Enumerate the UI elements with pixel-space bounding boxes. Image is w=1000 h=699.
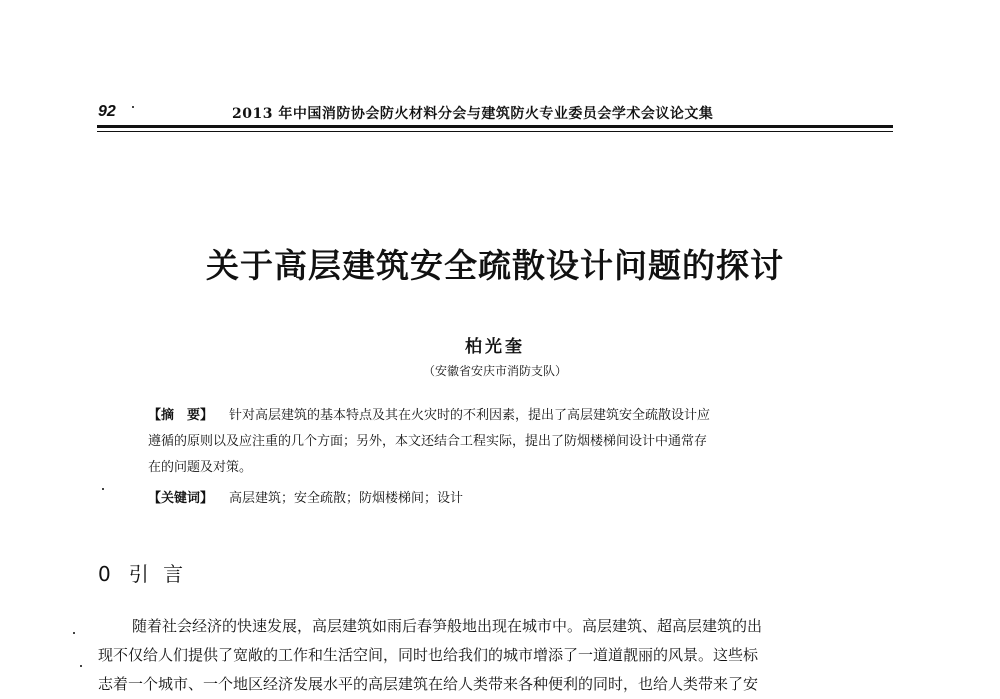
abstract-line-3: 在的问题及对策。	[148, 460, 253, 475]
keywords	[148, 486, 858, 512]
abstract-label: 【摘 要】	[148, 408, 214, 423]
abstract	[148, 403, 858, 481]
scan-speck	[132, 106, 134, 108]
abstract-line-2: 遵循的原则以及应注重的几个方面；另外，本文还结合工程实际，提出了防烟楼梯间设计中通常存	[148, 434, 708, 449]
abstract-text-1: 针对高层建筑的基本特点及其在火灾时的不利因素，提出了高层建筑安全疏散设计应	[229, 408, 711, 423]
body-line-1: 随着社会经济的快速发展，高层建筑如雨后春笋般地出现在城市中。高层建筑、超高层建筑的出	[132, 617, 763, 635]
scan-speck	[80, 665, 82, 667]
scan-speck	[102, 488, 104, 490]
body-line-2: 现不仅给人们提供了宽敞的工作和生活空间，同时也给我们的城市增添了一道道靓丽的风景。这些标	[98, 646, 759, 664]
proceedings-title: 2013 年中国消防协会防火材料分会与建筑防火专业委员会学术会议论文集	[232, 106, 714, 122]
body-paragraph	[98, 612, 893, 699]
author-affiliation: （安徽省安庆市消防支队）	[422, 364, 567, 378]
header-rule-thick	[97, 125, 893, 128]
section-heading	[98, 558, 187, 587]
paper-title: 关于高层建筑安全疏散设计问题的探讨	[206, 246, 784, 285]
keywords-label: 【关键词】	[148, 491, 214, 506]
abstract-line-1	[148, 403, 858, 429]
author-name: 柏光奎	[465, 337, 525, 357]
keywords-text: 高层建筑；安全疏散；防烟楼梯间；设计	[229, 491, 464, 506]
section-title: 引 言	[128, 562, 188, 586]
scan-speck	[73, 632, 75, 634]
body-line-3: 志着一个城市、一个地区经济发展水平的高层建筑在给人类带来各种便利的同时，也给人类带来了安	[98, 675, 759, 693]
section-number: 0	[98, 562, 115, 586]
page-number: 92	[98, 103, 116, 120]
header-rule-thin	[97, 131, 893, 132]
